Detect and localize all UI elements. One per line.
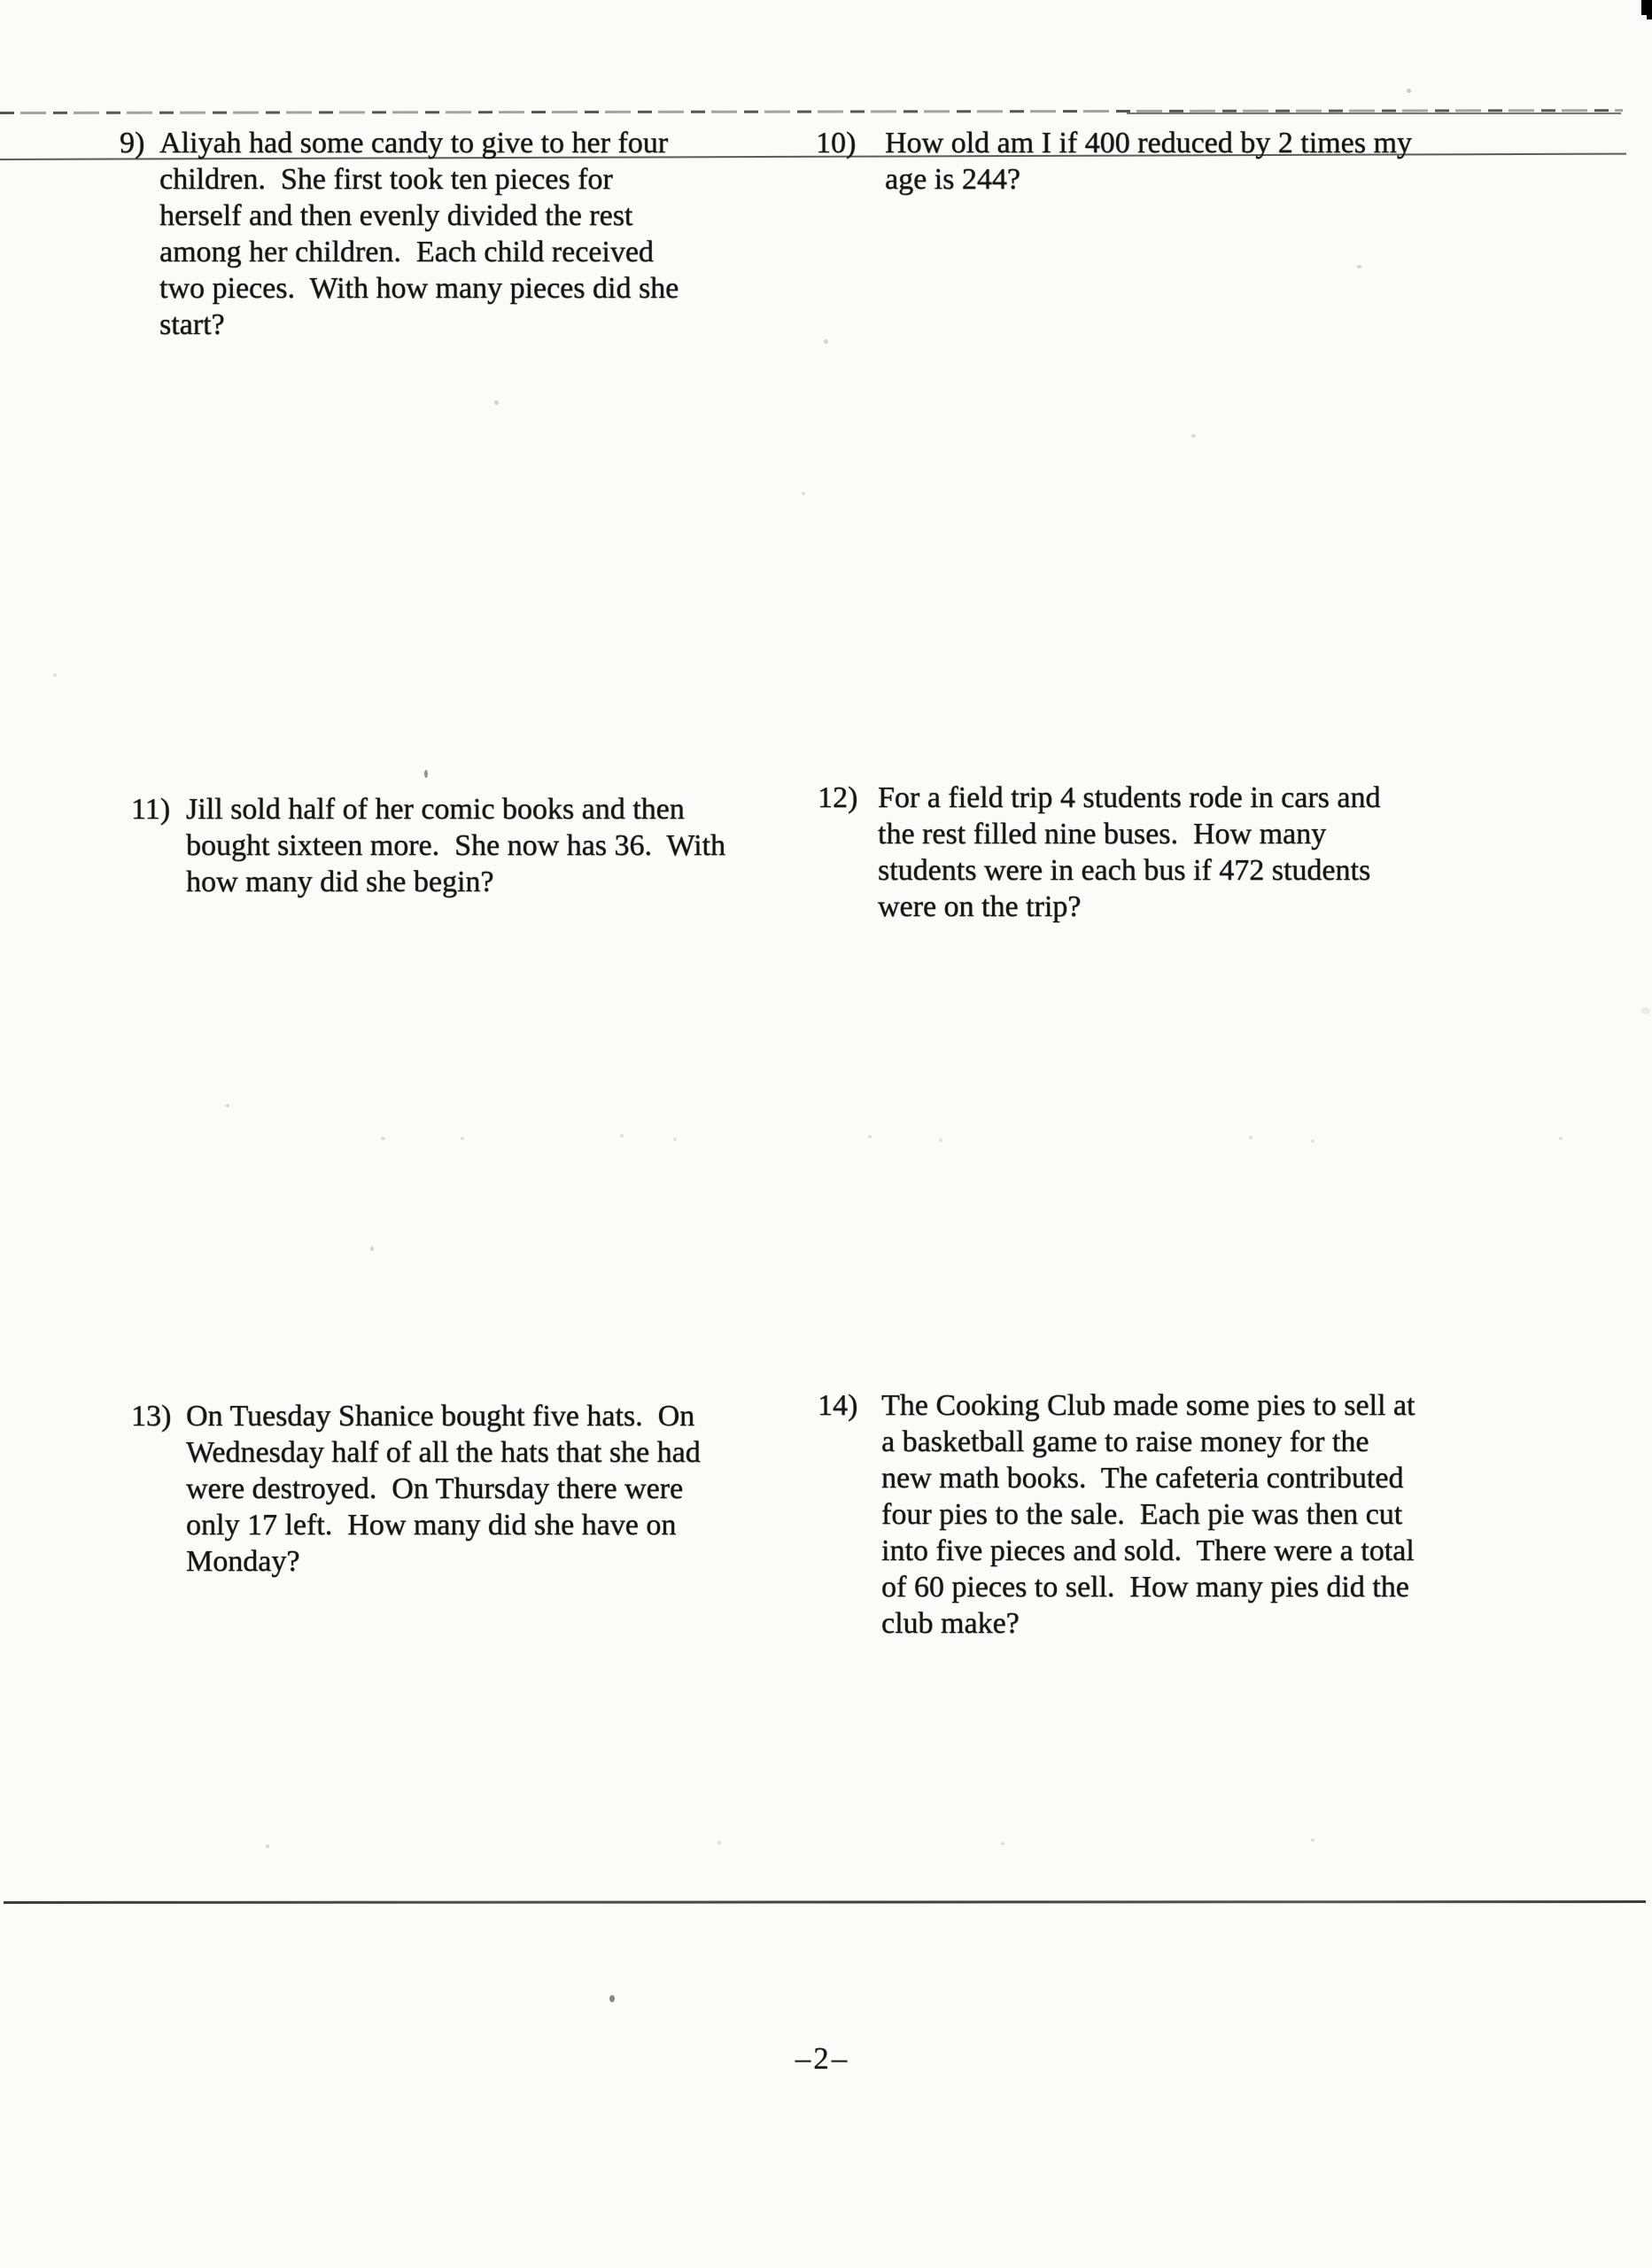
problem-13	[131, 1398, 701, 1580]
noise-speck	[381, 1137, 385, 1140]
text-line: start?	[159, 308, 225, 341]
problem-10	[816, 125, 1412, 198]
text-line: herself and then evenly divided the rest	[159, 199, 633, 232]
noise-speck	[266, 1845, 269, 1848]
text-line: four pies to the sale. Each pie was then cut	[881, 1498, 1403, 1531]
text-line: bought sixteen more. She now has 36. With	[186, 829, 725, 862]
text-line: of 60 pieces to sell. How many pies did the	[881, 1571, 1409, 1604]
scan-line-top-right-segment	[1127, 113, 1621, 114]
corner-scan-mark	[1641, 0, 1652, 15]
problem-11-text	[186, 791, 725, 900]
text-line: Jill sold half of her comic books and then	[186, 793, 685, 826]
text-line: were destroyed. On Thursday there were	[186, 1472, 684, 1505]
problem-12	[818, 780, 1380, 925]
text-line: Wednesday half of all the hats that she had	[186, 1436, 701, 1469]
text-line: new math books. The cafeteria contributed	[881, 1462, 1404, 1495]
noise-speck	[1641, 1007, 1650, 1014]
page-number: –2–	[795, 2041, 850, 2076]
noise-speck	[494, 400, 499, 405]
problem-9-number: 9)	[120, 127, 145, 159]
noise-speck	[1311, 1139, 1315, 1143]
text-line: only 17 left. How many did she have on	[186, 1509, 677, 1542]
text-line: children. She first took ten pieces for	[159, 163, 613, 196]
noise-speck	[226, 1104, 229, 1107]
corner-scan-mark-tail	[1647, 14, 1652, 19]
text-line: Monday?	[186, 1545, 300, 1578]
noise-speck	[802, 492, 805, 495]
problem-14	[818, 1387, 1415, 1642]
problem-11	[131, 791, 725, 900]
text-line: the rest filled nine buses. How many	[878, 818, 1327, 850]
problem-11-number: 11)	[131, 793, 171, 826]
text-line: among her children. Each child received	[159, 236, 654, 268]
noise-speck	[1249, 1136, 1253, 1139]
noise-speck	[939, 1138, 942, 1142]
text-line: How old am I if 400 reduced by 2 times my	[885, 127, 1412, 159]
text-line: The Cooking Club made some pies to sell at	[881, 1389, 1415, 1422]
text-line: were on the trip?	[878, 890, 1082, 923]
problem-12-number: 12)	[818, 781, 858, 814]
problem-9-text	[159, 125, 679, 343]
text-line: age is 244?	[885, 163, 1020, 196]
noise-speck	[461, 1137, 464, 1140]
noise-speck	[1191, 434, 1196, 438]
text-line: how many did she begin?	[186, 866, 494, 898]
problem-14-text	[881, 1387, 1415, 1642]
text-line: two pieces. With how many pieces did she	[159, 272, 679, 305]
noise-speck	[717, 1841, 721, 1845]
scan-line-bottom	[4, 1900, 1646, 1904]
noise-speck	[370, 1247, 374, 1251]
noise-speck	[673, 1138, 677, 1141]
text-line: club make?	[881, 1607, 1020, 1640]
noise-speck	[1311, 1838, 1315, 1842]
problem-14-number: 14)	[818, 1389, 858, 1422]
noise-speck	[1001, 1842, 1004, 1845]
noise-speck	[424, 770, 428, 778]
noise-speck	[609, 1995, 615, 2002]
text-line: a basketball game to raise money for the	[881, 1425, 1369, 1458]
problem-10-text	[885, 125, 1412, 198]
problem-13-number: 13)	[131, 1400, 172, 1433]
noise-speck	[1559, 1137, 1563, 1140]
text-line: students were in each bus if 472 students	[878, 854, 1371, 887]
problem-10-number: 10)	[816, 127, 857, 159]
text-line: Aliyah had some candy to give to her four	[159, 127, 669, 159]
text-line: On Tuesday Shanice bought five hats. On	[186, 1400, 695, 1433]
problem-13-text	[186, 1398, 701, 1580]
problem-9	[120, 125, 679, 343]
text-line: For a field trip 4 students rode in cars and	[878, 781, 1381, 814]
problem-12-text	[878, 780, 1380, 925]
noise-speck	[824, 339, 828, 344]
noise-speck	[53, 673, 57, 677]
noise-speck	[1357, 265, 1361, 268]
noise-speck	[1407, 89, 1411, 93]
noise-speck	[868, 1135, 872, 1138]
noise-speck	[620, 1134, 624, 1138]
text-line: into five pieces and sold. There were a total	[881, 1534, 1415, 1567]
